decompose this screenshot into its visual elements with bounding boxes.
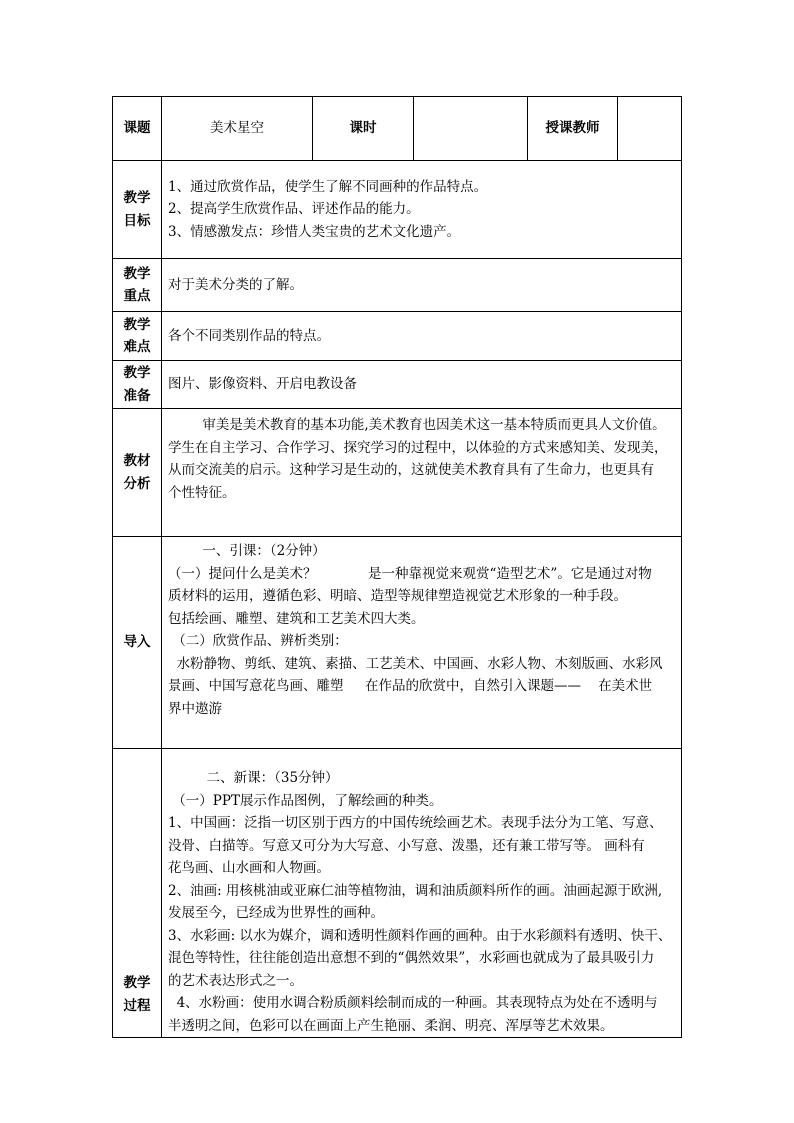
analysis-row [113, 409, 682, 537]
intro-line: 包括绘画、雕塑、建筑和工艺美术四大类。 [168, 610, 425, 627]
objectives-row [113, 161, 682, 259]
objective-line: 3、情感激发点：珍惜人类宝贵的艺术文化遗产。 [168, 223, 461, 240]
analysis-label [113, 409, 162, 537]
analysis-line: 学生在自主学习、合作学习、探究学习的过程中，以体验的方式来感知美、发现美， [168, 439, 668, 456]
process-line: 3、水彩画: 以水为媒介，调和透明性颜料作画的画种。由于水彩颜料有透明、快干、 [168, 927, 672, 944]
objective-line: 2、提高学生欣赏作品、评述作品的能力。 [168, 201, 420, 218]
analysis-line: 审美是美术教育的基本功能,美术教育也因美术这一基本特质而更具人文价值。 [168, 417, 666, 433]
key-points-label [113, 259, 162, 312]
intro-line: 景画、中国写意花鸟画、雕塑 在作品的欣赏中，自然引入课题—— 在美术世 [168, 678, 653, 694]
process-line: 发展至今，已经成为世界性的画种。 [168, 905, 384, 921]
analysis-line: 从而交流美的启示。这种学习是生动的，这就使美术教育具有了生命力，也更具有 [168, 462, 654, 478]
hours-value [414, 97, 528, 161]
process-line: 2、油画: 用核桃油或亚麻仁油等植物油，调和油质颜料所作的画。油画起源于欧洲, [168, 882, 663, 899]
process-line: （一）PPT展示作品图例，了解绘画的种类。 [168, 792, 443, 809]
preparation-content [162, 361, 682, 409]
process-line: 二、新课：（35分钟） [168, 770, 339, 786]
key-points-label-line-2: 重点 [123, 288, 151, 304]
difficulties-content [162, 312, 682, 361]
process-label-line-2: 过程 [123, 997, 151, 1014]
process-line: 花鸟画、山水画和人物画。 [168, 860, 330, 876]
hours-label: 课时 [313, 97, 414, 161]
process-line: 1、中国画：泛指一切区别于西方的中国传统绘画艺术。表现手法分为工笔、写意、 [168, 815, 663, 831]
analysis-content [162, 409, 682, 537]
header-row [113, 97, 682, 161]
intro-content [162, 537, 682, 749]
process-row [113, 749, 682, 1038]
process-line: 半透明之间，色彩可以在画面上产生艳丽、柔润、明亮、浑厚等艺术效果。 [168, 1017, 614, 1034]
objectives-label [113, 161, 162, 259]
teacher-label: 授课教师 [528, 97, 618, 161]
intro-row [113, 537, 682, 749]
key-points-text: 对于美术分类的了解。 [168, 276, 303, 293]
intro-line: （一）提问什么是美术？ 是一种靠视觉来观赏“造型艺术”。它是通过对物 [168, 565, 652, 582]
lesson-plan-table [112, 96, 682, 1038]
preparation-row [113, 361, 682, 409]
intro-line: 界中遨游 [168, 700, 222, 717]
process-line: 的艺术表达形式之一。 [168, 972, 303, 989]
preparation-label-line-2: 准备 [123, 387, 151, 404]
objectives-label-line-1: 教学 [123, 190, 151, 206]
preparation-label [113, 361, 162, 409]
key-points-label-line-1: 教学 [123, 265, 151, 282]
difficulties-row [113, 312, 682, 361]
difficulties-label [113, 312, 162, 361]
topic-label: 课题 [113, 97, 162, 161]
difficulties-text: 各个不同类别作品的特点。 [168, 327, 330, 344]
process-line: 混色等特性，往往能创造出意想不到的“偶然效果”，水彩画也就成为了最具吸引力 [168, 950, 655, 966]
process-content [162, 749, 682, 1038]
objectives-content [162, 161, 682, 259]
intro-label: 导入 [113, 537, 162, 749]
analysis-line: 个性特征。 [168, 484, 236, 501]
topic-value: 美术星空 [162, 97, 313, 161]
objective-line: 1、通过欣赏作品，使学生了解不同画种的作品特点。 [168, 178, 488, 195]
analysis-label-line-1: 教材 [123, 453, 151, 469]
key-points-content [162, 259, 682, 312]
difficulties-label-line-1: 教学 [123, 316, 151, 333]
process-line: 4、水粉画：使用水调合粉质颜料绘制而成的一种画。其表现特点为处在不透明与 [168, 995, 658, 1011]
analysis-label-line-2: 分析 [123, 475, 151, 492]
intro-line: 质材料的运用，遵循色彩、明暗、造型等规律塑造视觉艺术形象的一种手段。 [168, 588, 627, 604]
preparation-text: 图片、影像资料、开启电教设备 [168, 376, 357, 393]
intro-line: （二）欣赏作品、辨析类别： [168, 633, 348, 649]
process-label-line-1: 教学 [123, 975, 151, 991]
intro-line: 水粉静物、剪纸、建筑、素描、工艺美术、中国画、水彩人物、木刻版画、水彩风 [168, 655, 663, 672]
preparation-label-line-1: 教学 [123, 365, 151, 381]
teacher-value [618, 97, 682, 161]
process-line: 没骨、白描等。写意又可分为大写意、小写意、泼墨，还有兼工带写等。 画科有 [168, 837, 645, 854]
difficulties-label-line-2: 难点 [123, 339, 151, 355]
objectives-label-line-2: 目标 [123, 212, 151, 229]
key-points-row [113, 259, 682, 312]
process-label [113, 749, 162, 1038]
intro-line: 一、引课：（2分钟） [168, 543, 326, 559]
